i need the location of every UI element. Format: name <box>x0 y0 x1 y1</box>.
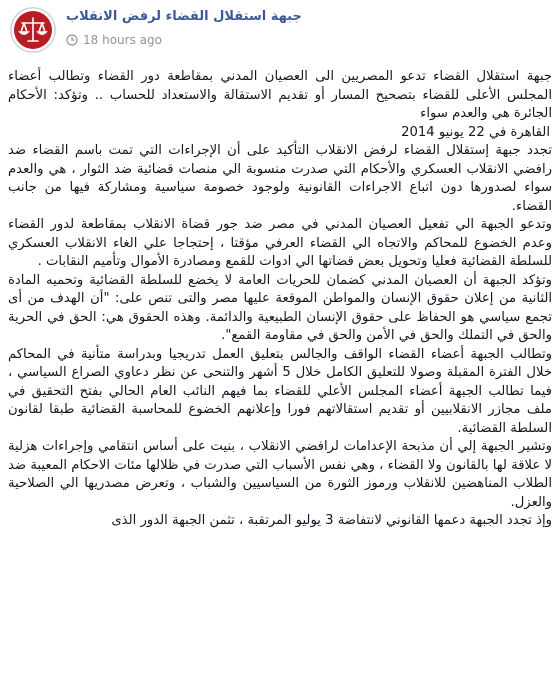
post-paragraph: وتطالب الجبهة أعضاء القضاء الواقف والجالس بتعليق العمل تدريجيا وبدراسة متأنية في المحاكم خلال الفترة المقبلة وصولا للتعليق الكامل خلال 5 أشهر والتنحى عن نظر دعاوي الصراع السياسي ، فيما تطالب الجبهة أعضاء المجلس الأعلي للقضاء بما فيهم النائب العام الحالي بفتح التحقيق في ملف مجازر الانقلابيين أو تقديم استقالاتهم فورا وإعلانهم الخضوع للمحاسبة القضائية طبقا لقانون السلطة القضائية. <box>8 346 552 436</box>
page-avatar[interactable] <box>10 7 56 53</box>
post-paragraph: وتشير الجبهة إلي أن مذبحة الإعدامات لرافضي الانقلاب ، بنيت على أساس انتقامي وإجراءات هزلية لا علاقة لها بالقانون ولا القضاء ، وهي نفس الأسباب التي صدرت في ظلالها مئات الاحكام المعيبة ضد الطلاب المناهضين للانقلاب ورموز الثورة من السياسيين والشباب ، وتعرض مصدريها الي الصلاحية والعزل. <box>8 439 552 510</box>
post-paragraph-headline: جبهة استقلال القضاء تدعو المصريين الى العصيان المدني بمقاطعة دور القضاء وتطالب أعضاء المجلس الأعلى للقضاء بتصحيح المسار أو تقديم الاستقالة والاستعداد للحساب .. وتؤكد: الأحكام الجائرة هي والعدم سواء <box>8 69 552 121</box>
post-header <box>0 0 560 62</box>
page-name-link[interactable]: جبهة استقلال القضاء لرفض الانقلاب <box>66 9 302 24</box>
bottom-fade <box>0 686 560 694</box>
post-paragraph: وتؤكد الجبهة أن العصيان المدني كضمان للحريات العامة لا يخضع للسلطة القضائية وتحميه المادة الثانية من إعلان حقوق الإنسان والمواطن الموقعة عليها مصر والتى تنص على: "أن الهدف من أى تجمع سياسي هو الحفاظ على حقوق الإنسان الطبيعية والدائمة. وهذه الحقوق هي: الحق في الحرية والحق في التملك والحق في الأمن والحق في مقاومة القمع". <box>8 272 552 343</box>
post-paragraph: وإذ تجدد الجبهة دعمها القانوني لانتفاضة 3 يوليو المرتقبة ، تثمن الجبهة الدور الذى <box>111 513 552 528</box>
post-date-line: القاهرة في 22 يونيو 2014 <box>401 124 550 140</box>
post-meta <box>66 33 162 47</box>
post-timestamp[interactable]: 18 hours ago <box>83 33 162 47</box>
post-paragraph: وتدعو الجبهة الي تفعيل العصيان المدني في مصر ضد جور قضاة الانقلاب بمقاطعة لدور القضاء وعدم الخضوع للمحاكم والاتجاه الي القضاء العرفي مؤقتا ، إحتجاجا علي الغاء الانقلاب العسكري للسلطة القضائية فعليا وتحويل بعض قضاتها الي ادوات للقمع ومصادرة الأموال وتأميم النقابات . <box>8 217 552 269</box>
post-body <box>8 68 552 531</box>
post-paragraph: تجدد جبهة إستقلال القضاء لرفض الانقلاب التأكيد على أن الإجراءات التي تمت باسم القضاء ضد رافضي الانقلاب العسكري والأحكام التي صدرت منسوبة الي منصات قضائية ضد الثوار ، هي والعدم سواء لصدورها دون اتباع الاجراءات القانونية ولوجود خصومة سياسية ومشاركة فيها من جانب القضاء. <box>8 143 552 214</box>
clock-icon <box>66 34 78 46</box>
scales-of-justice-logo-icon <box>10 7 56 53</box>
